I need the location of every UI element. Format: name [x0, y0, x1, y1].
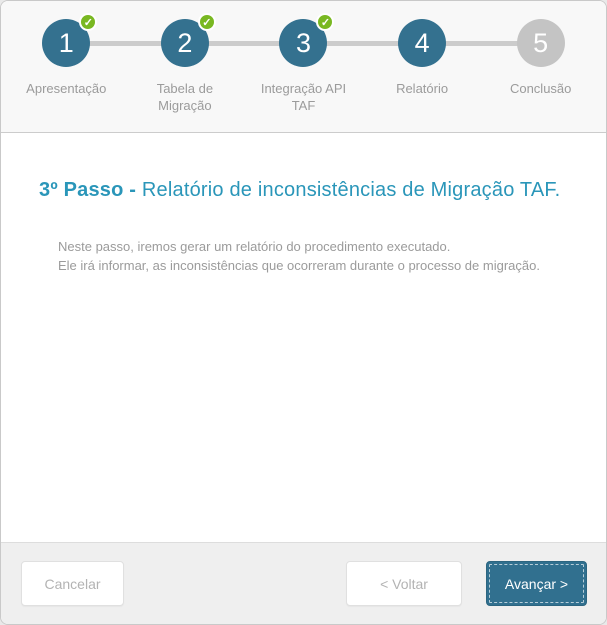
step-1-label: Apresentação	[26, 81, 107, 96]
step-1-circle[interactable]	[42, 17, 93, 67]
wizard-footer	[1, 542, 606, 624]
back-button[interactable]: < Voltar	[346, 561, 462, 606]
next-button[interactable]: Avançar >	[486, 561, 587, 606]
step-5-label: Conclusão	[509, 81, 572, 96]
description-line-2: Ele irá informar, as inconsistências que ocorreram durante o processo de migração.	[58, 258, 540, 273]
wizard-content	[1, 133, 606, 542]
step-4-circle[interactable]	[398, 19, 446, 67]
check-icon: ✓	[198, 13, 216, 31]
step-integracao-api-taf	[244, 19, 363, 132]
step-tabela-de-migracao	[126, 19, 245, 132]
step-relatorio	[363, 19, 482, 132]
step-4-label: Relatório	[396, 81, 449, 96]
step-5-number: 5	[533, 27, 549, 58]
step-3-label: Integração API TAF	[260, 81, 347, 113]
step-2-number: 2	[177, 27, 193, 58]
step-1-number: 1	[58, 27, 74, 58]
page-title	[39, 179, 576, 202]
step-apresentacao	[7, 19, 126, 132]
page-title-text: Relatório de inconsistências de Migração TAF.	[141, 179, 561, 201]
page-title-step: 3º Passo -	[39, 179, 142, 201]
check-icon: ✓	[316, 13, 334, 31]
step-4-number: 4	[414, 27, 430, 58]
step-description	[58, 237, 576, 275]
step-2-circle[interactable]	[161, 17, 212, 67]
cancel-button[interactable]: Cancelar	[21, 561, 124, 606]
step-3-circle[interactable]	[279, 17, 331, 67]
step-conclusao	[481, 19, 600, 132]
wizard-stepper	[1, 1, 606, 133]
check-icon: ✓	[79, 13, 97, 31]
step-2-label: Tabela de Migração	[156, 81, 214, 113]
step-5-circle[interactable]	[517, 19, 565, 67]
description-line-1: Neste passo, iremos gerar um relatório do procedimento executado.	[58, 239, 451, 254]
footer-nav-buttons	[346, 561, 587, 606]
step-3-number: 3	[295, 27, 311, 58]
